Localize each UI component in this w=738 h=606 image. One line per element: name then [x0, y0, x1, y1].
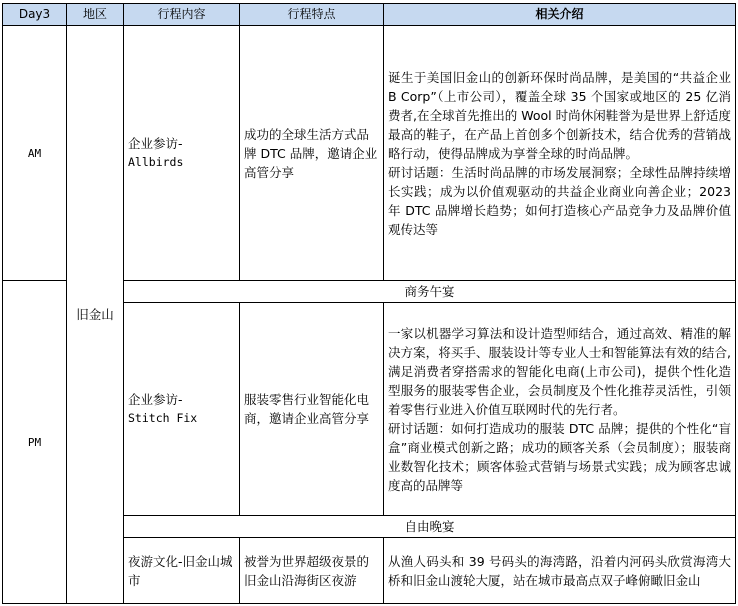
am-intro	[384, 26, 736, 281]
header-features: 行程特点	[240, 4, 384, 26]
am-features: 成功的全球生活方式品牌 DTC 品牌，邀请企业高管分享	[240, 26, 384, 281]
dinner-cell: 自由晚宴	[124, 516, 736, 538]
pm-content-name: Stitch Fix	[128, 411, 198, 425]
am-intro-topics: 研讨话题：生活时尚品牌的市场发展洞察；全球性品牌持续增长实践；成为以价值观驱动的共益企业商业向善企业；2023 年 DTC 品牌增长趋势；如何打造核心产品竞争力及品牌价值观传达等	[388, 164, 731, 237]
am-intro-description: 诞生于美国旧金山的创新环保时尚品牌，是美国的“共益企业 B Corp”（上市公司），覆盖全球 35 个国家或地区的 25 亿消费者,在全球首先推出的 Wool 时尚休闲鞋誉为是世界上舒适度最高的鞋子，在产品上首创多个创新技术，结合优秀的营销战略行动，使得品牌成为享誉全球的时尚品牌。	[388, 69, 731, 161]
pm-intro-topics: 研讨话题：如何打造成功的服装 DTC 品牌；提供的个性化“盲盒”商业模式创新之路；成功的顾客关系（会员制度）；服装商业数智化技术；顾客体验式营销与场景式实践；成为顾客忠诚度高的品牌等	[388, 420, 731, 493]
am-content-name: Allbirds	[128, 155, 184, 169]
header-row	[3, 4, 736, 26]
am-content-prefix: 企业参访-	[128, 136, 183, 151]
pm-label: PM	[3, 281, 67, 604]
pm-intro-description: 一家以机器学习算法和设计造型师结合，通过高效、精准的解决方案，将买手、服装设计等专业人士和智能算法有效的结合,满足消费者穿搭需求的智能化电商(上市公司)，提供个性化造型服务的服装零售企业，会员制度及个性化推荐灵活性，引领着零售行业进入价值互联网时代的先行者。	[388, 325, 731, 417]
header-day: Day3	[3, 4, 67, 26]
header-content: 行程内容	[124, 4, 240, 26]
am-label: AM	[3, 26, 67, 281]
itinerary-table	[2, 3, 736, 604]
am-content	[124, 26, 240, 281]
pm-content-prefix: 企业参访-	[128, 392, 183, 407]
night-content: 夜游文化-旧金山城市	[124, 538, 240, 604]
header-intro: 相关介绍	[384, 4, 736, 26]
header-region: 地区	[67, 4, 124, 26]
pm-features: 服装零售行业智能化电商，邀请企业高管分享	[240, 303, 384, 516]
pm-content	[124, 303, 240, 516]
night-features: 被誉为世界超级夜景的旧金山沿海街区夜游	[240, 538, 384, 604]
night-intro: 从渔人码头和 39 号码头的海湾路，沿着内河码头欣赏海湾大桥和旧金山渡轮大厦，站在城市最高点双子峰俯瞰旧金山	[384, 538, 736, 604]
pm-intro	[384, 303, 736, 516]
lunch-cell: 商务午宴	[124, 281, 736, 303]
region-cell: 旧金山	[67, 26, 124, 604]
am-row	[3, 26, 736, 281]
